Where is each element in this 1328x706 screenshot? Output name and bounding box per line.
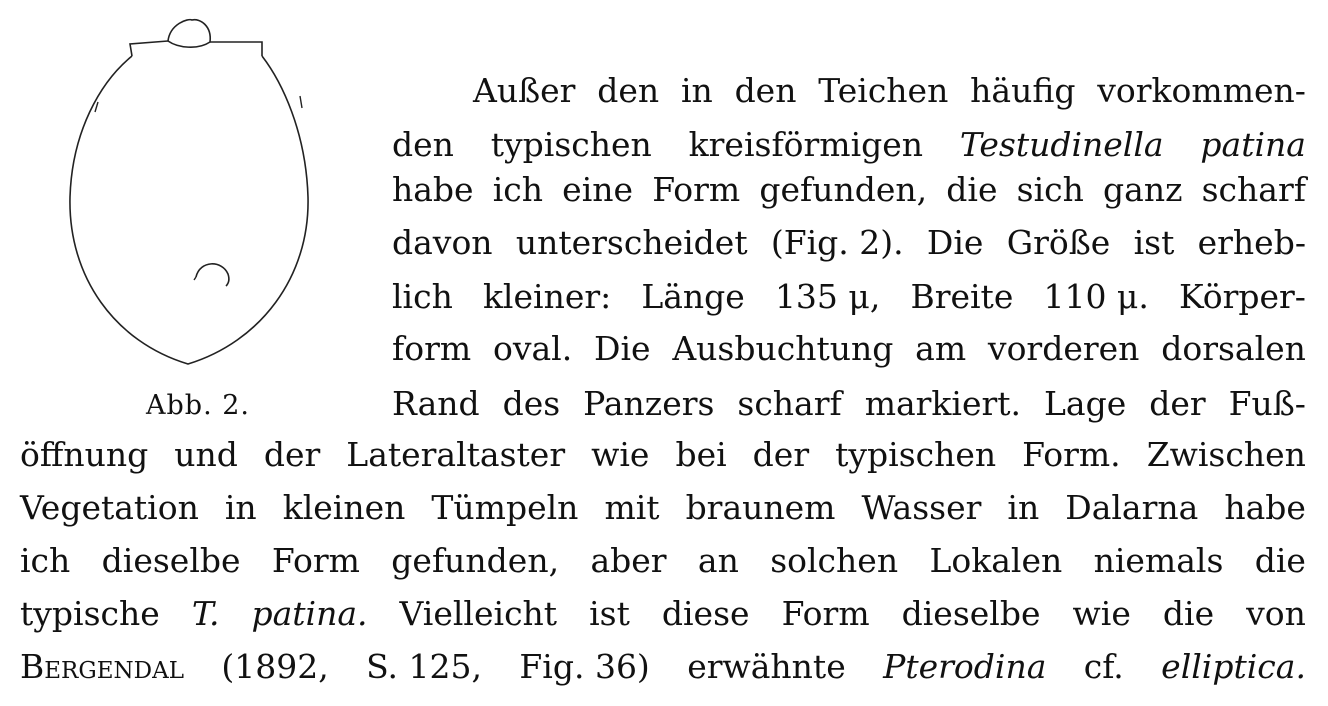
text-word: S. 125,	[366, 647, 482, 686]
text-word: Panzers	[583, 384, 715, 423]
text-word: 110 μ.	[1043, 277, 1149, 316]
text-line	[473, 64, 1306, 118]
text-word: Rand	[392, 384, 480, 423]
text-word: (1892,	[221, 647, 329, 686]
text-word: scharf	[1201, 170, 1306, 209]
text-word: den	[392, 125, 454, 164]
text-word: dieselbe	[901, 594, 1041, 633]
text-word: typischen	[835, 435, 997, 474]
text-word: Form	[781, 594, 870, 633]
text-word: Länge	[641, 277, 745, 316]
text-word: vorderen	[987, 329, 1140, 368]
text-word: Form.	[1022, 435, 1121, 474]
text-word: form	[392, 329, 472, 368]
text-word: habe	[392, 170, 474, 209]
text-word: häufig	[970, 71, 1076, 110]
text-word: Vegetation	[20, 488, 199, 527]
text-word: erheb-	[1197, 223, 1306, 262]
text-word: der	[752, 435, 810, 474]
text-line	[20, 587, 1306, 641]
text-word: Dalarna	[1065, 488, 1199, 527]
text-line	[392, 322, 1306, 376]
text-line	[20, 534, 1306, 588]
text-word: habe	[1224, 488, 1306, 527]
text-word: Bergendal	[20, 647, 184, 686]
text-word: patina	[1200, 125, 1306, 164]
text-word: Körper-	[1178, 277, 1306, 316]
text-word: ist	[1133, 223, 1175, 262]
text-word: den	[734, 71, 797, 110]
text-word: in	[680, 71, 713, 110]
text-word: Größe	[1006, 223, 1111, 262]
text-word: die	[946, 170, 998, 209]
text-word: Wasser	[861, 488, 982, 527]
text-word: cf.	[1083, 647, 1124, 686]
text-word: den	[597, 71, 660, 110]
text-word: Ausbuchtung	[672, 329, 894, 368]
text-word: elliptica.	[1161, 647, 1306, 686]
text-word: markiert.	[864, 384, 1022, 423]
text-word: dorsalen	[1161, 329, 1306, 368]
figure-caption: Abb. 2.	[146, 390, 250, 421]
text-word: der	[263, 435, 321, 474]
text-word: scharf	[737, 384, 842, 423]
text-word: T.	[191, 594, 220, 633]
text-word: Fuß-	[1228, 384, 1306, 423]
text-word: am	[915, 329, 967, 368]
figure-abb-2	[60, 12, 320, 382]
text-word: an	[697, 541, 739, 580]
text-word: von	[1246, 594, 1306, 633]
text-line	[392, 377, 1306, 431]
text-word: Form	[271, 541, 360, 580]
text-word: davon	[392, 223, 493, 262]
text-word: Teichen	[818, 71, 949, 110]
text-word: oval.	[492, 329, 573, 368]
text-word: die	[1162, 594, 1215, 633]
text-word: 135 μ,	[774, 277, 881, 316]
text-word: solchen	[770, 541, 899, 580]
text-word: Form	[652, 170, 741, 209]
text-word: in	[1007, 488, 1040, 527]
text-word: sich	[1016, 170, 1084, 209]
text-word: Die	[926, 223, 984, 262]
text-word: in	[224, 488, 257, 527]
text-word: eine	[562, 170, 634, 209]
text-word: vorkommen-	[1097, 71, 1306, 110]
text-word: der	[1149, 384, 1206, 423]
text-line	[20, 640, 1306, 694]
text-word: Fig. 36)	[519, 647, 650, 686]
text-word: (Fig. 2).	[770, 223, 904, 262]
text-word: typische	[20, 594, 160, 633]
text-word: kleiner:	[482, 277, 612, 316]
text-word: ich	[492, 170, 544, 209]
text-word: des	[502, 384, 561, 423]
text-word: Lokalen	[929, 541, 1063, 580]
text-line	[392, 216, 1306, 270]
text-word: Lage	[1044, 384, 1127, 423]
text-word: Zwischen	[1146, 435, 1306, 474]
text-word: ist	[589, 594, 630, 633]
testudinella-outline-drawing	[60, 12, 320, 382]
text-word: kleinen	[282, 488, 406, 527]
text-line	[392, 270, 1306, 324]
text-word: Außer	[473, 71, 576, 110]
text-word: Tümpeln	[431, 488, 579, 527]
text-word: Lateraltaster	[346, 435, 566, 474]
text-word: die	[1254, 541, 1306, 580]
text-word: wie	[591, 435, 650, 474]
text-word: erwähnte	[687, 647, 846, 686]
text-word: unterscheidet	[515, 223, 748, 262]
text-word: lich	[392, 277, 453, 316]
text-word: ganz	[1103, 170, 1183, 209]
text-word: niemals	[1093, 541, 1224, 580]
text-word: patina.	[251, 594, 368, 633]
text-word: braunem	[685, 488, 836, 527]
text-word: Testudinella	[959, 125, 1164, 164]
text-word: mit	[604, 488, 660, 527]
text-line	[392, 163, 1306, 217]
text-line	[20, 428, 1306, 482]
text-word: ich	[20, 541, 71, 580]
text-word: kreisförmigen	[688, 125, 924, 164]
text-word: diese	[661, 594, 750, 633]
text-word: Die	[593, 329, 651, 368]
text-word: Vielleicht	[399, 594, 558, 633]
text-word: gefunden,	[759, 170, 928, 209]
text-word: öffnung	[20, 435, 149, 474]
text-word: dieselbe	[101, 541, 241, 580]
text-word: und	[174, 435, 238, 474]
text-word: aber	[590, 541, 667, 580]
text-line	[20, 481, 1306, 535]
text-word: bei	[675, 435, 727, 474]
text-word: gefunden,	[391, 541, 560, 580]
text-word: wie	[1072, 594, 1131, 633]
text-word: Breite	[910, 277, 1014, 316]
text-word: Pterodina	[883, 647, 1047, 686]
text-word: typischen	[490, 125, 652, 164]
